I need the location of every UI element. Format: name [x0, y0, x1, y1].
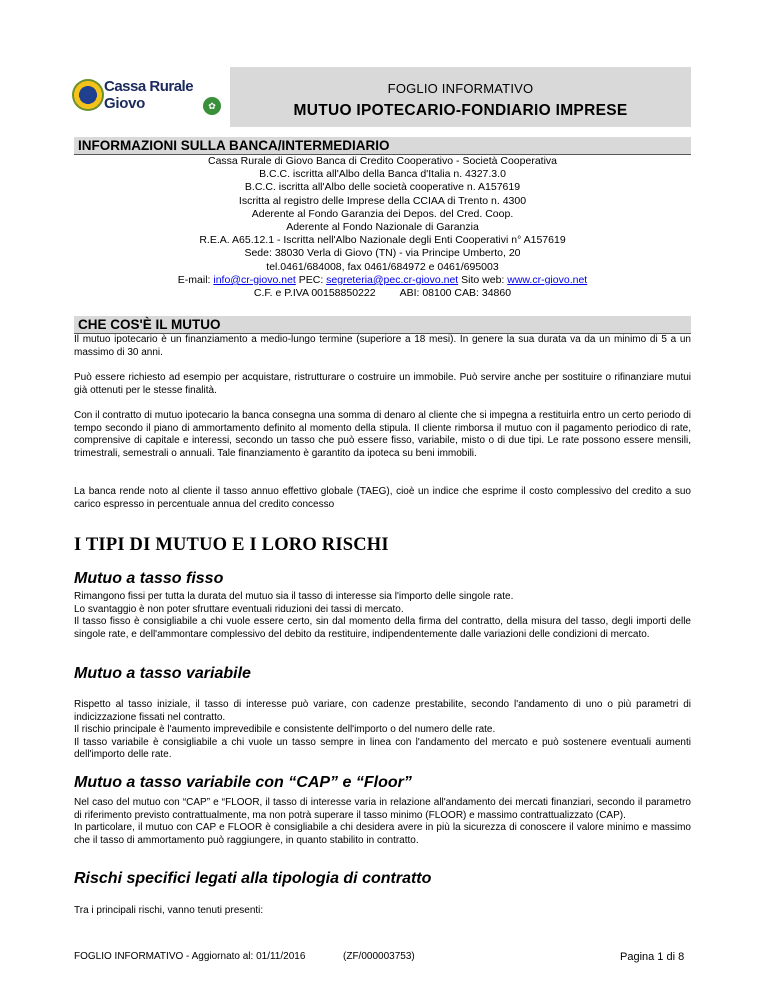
email-label: E-mail: — [177, 273, 214, 286]
capfloor-text: Nel caso del mutuo con “CAP” e “FLOOR, il tasso di interesse varia in relazione all'andamento dei mercati finanziari, secondo il parametro di riferimento previsto contrattualmente, ma non potrà superare il tasso minimo (FLOOR) e massimo contrattualizzato (CAP). In particolare, il mutuo con CAP e FLOOR è consigliabile a chi desidera avere in più la sicurezza di conoscere il valore minimo e massimo che il tasso di ammortamento può raggiungere, in quanto stabilito in contratto. — [74, 797, 691, 846]
footer-code: (ZF/000003753) — [343, 951, 415, 962]
types-heading: I TIPI DI MUTUO E I LORO RISCHI — [74, 535, 389, 555]
bank-contacts-line — [74, 274, 691, 287]
abi-cab-code: ABI: 08100 CAB: 34860 — [399, 287, 512, 300]
logo-text-line1: Cassa Rurale — [104, 78, 194, 95]
logo-emblem-icon — [72, 79, 104, 111]
email-link[interactable]: info@cr-giovo.net — [213, 273, 296, 286]
web-label: Sito web: — [458, 273, 508, 286]
bank-info-line: R.E.A. A65.12.1 - Iscritta nell'Albo Nazionale degli Enti Cooperativi n° A157619 — [199, 234, 566, 247]
document-title: MUTUO IPOTECARIO-FONDIARIO IMPRESE — [293, 102, 628, 119]
risks-heading: Rischi specifici legati alla tipologia di contratto — [74, 870, 432, 887]
title-box — [230, 67, 691, 127]
page-number: Pagina 1 di 8 — [620, 951, 685, 963]
pec-label: PEC: — [295, 273, 327, 286]
bank-info-line: Sede: 38030 Verla di Giovo (TN) - via Principe Umberto, 20 — [244, 247, 521, 260]
document-subtitle: FOGLIO INFORMATIVO — [387, 81, 534, 96]
capfloor-heading: Mutuo a tasso variabile con “CAP” e “Floor” — [74, 774, 412, 791]
paragraph: Può essere richiesto ad esempio per acquistare, ristrutturare o costruire un immobile. Può servire anche per sostituire o rifinanziare mutui già ottenuti per le stesse finalità. — [74, 372, 691, 396]
variable-rate-text: Rispetto al tasso iniziale, il tasso di interesse può variare, con cadenze prestabilite, secondo l'andamento di uno o più parametri di indicizzazione fissati nel contratto. Il rischio principale è l'aumento imprevedibile e consistente dell'importo o del numero delle rate. Il tasso variabile è consigliabile a chi vuole un tasso sempre in linea con l'andamento del mercato e può sostenere eventuali aumenti dell'importo delle rate. — [74, 699, 691, 761]
risks-text: Tra i principali rischi, vanno tenuti presenti: — [74, 905, 264, 916]
bcc-badge-icon: ✿ — [203, 97, 221, 115]
bank-info-line: Aderente al Fondo Nazionale di Garanzia — [286, 221, 479, 234]
pec-link[interactable]: segreteria@pec.cr-giovo.net — [326, 273, 459, 286]
section-what-heading: CHE COS'È IL MUTUO — [74, 316, 691, 334]
variable-rate-heading: Mutuo a tasso variabile — [74, 665, 251, 682]
bank-codes-line — [74, 287, 691, 300]
paragraph: Il mutuo ipotecario è un finanziamento a medio-lungo termine (superiore a 18 mesi). In genere la sua durata va da un minimo di 5 a un massimo di 30 anni. — [74, 334, 691, 358]
bank-info-line: B.C.C. iscritta all'Albo delle società cooperative n. A157619 — [244, 181, 521, 194]
website-link[interactable]: www.cr-giovo.net — [507, 273, 588, 286]
bank-info-line: Aderente al Fondo Garanzia dei Depos. del Cred. Coop. — [251, 207, 514, 220]
fixed-rate-heading: Mutuo a tasso fisso — [74, 570, 224, 587]
footer-updated: FOGLIO INFORMATIVO - Aggiornato al: 01/11/2016 — [74, 951, 306, 962]
section-bank-heading: INFORMAZIONI SULLA BANCA/INTERMEDIARIO — [74, 137, 691, 155]
bank-info-line: Cassa Rurale di Giovo Banca di Credito Cooperativo - Società Cooperativa — [207, 155, 557, 167]
tax-code: C.F. e P.IVA 00158850222 — [253, 287, 376, 300]
bank-info-line: tel.0461/684008, fax 0461/684972 e 0461/695003 — [266, 260, 499, 273]
document-header — [63, 67, 691, 127]
paragraph: La banca rende noto al cliente il tasso annuo effettivo globale (TAEG), cioè un indice che esprime il costo complessivo del credito a suo carico espresso in percentuale annua del credito concesso — [74, 486, 691, 510]
bank-info-line: Iscritta al registro delle Imprese della CCIAA di Trento n. 4300 — [238, 194, 527, 207]
bank-info-block — [74, 155, 691, 300]
bank-info-line: B.C.C. iscritta all'Albo della Banca d'Italia n. 4327.3.0 — [259, 168, 506, 181]
paragraph: Con il contratto di mutuo ipotecario la banca consegna una somma di denaro al cliente che si impegna a restituirla entro un certo periodo di tempo secondo il piano di ammortamento definito al momento della stipula. Il cliente rimborsa il mutuo con il pagamento periodico di rate, comprensive di capitale e interessi, secondo un tasso che può essere fisso, variabile, misto o di due tipi. Le rate possono essere mensili, trimestrali, semestrali o annuali. Tale finanziamento è garantito da ipoteca su beni immobili. — [74, 410, 691, 459]
bank-logo — [68, 71, 228, 123]
logo-text-line2: Giovo — [104, 95, 146, 112]
fixed-rate-text: Rimangono fissi per tutta la durata del mutuo sia il tasso di interesse sia l'importo delle singole rate. Lo svantaggio è non poter sfruttare eventuali riduzioni dei tassi di mercato. Il tasso fisso è consigliabile a chi vuole essere certo, sin dal momento della firma del contratto, della misura del tasso, degli importi delle singole rate, e dell'ammontare complessivo del debito da restituire, indipendentemente dalle variazioni delle condizioni di mercato. — [74, 591, 691, 640]
